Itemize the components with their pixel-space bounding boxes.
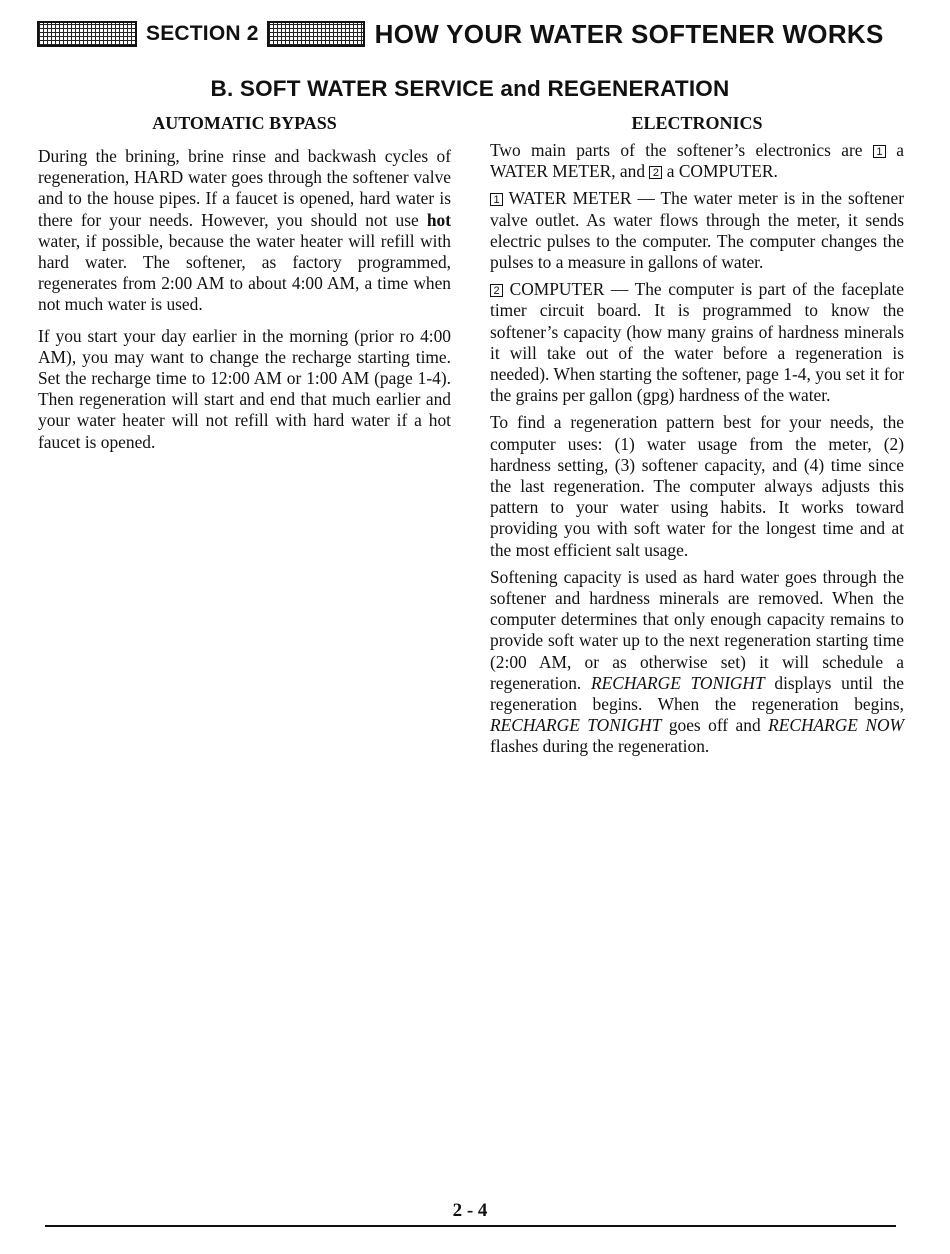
electronics-paragraph-1 [490,140,904,182]
hatched-bar-left [37,21,137,47]
italic-text: RECHARGE TONIGHT [590,672,765,693]
text-run: WATER METER — The water meter is in the softener valve outlet. As water flows through the meter, it sends electric pulses to the computer. The computer changes the pulses to a measure in gallons of water. [490,188,904,273]
page-number: 2 - 4 [452,1200,488,1221]
text-run: flashes during the regeneration. [490,736,710,757]
hatched-bar-right [267,21,365,47]
section-header [37,18,907,50]
automatic-bypass-heading: AUTOMATIC BYPASS [152,113,337,133]
electronics-heading: ELECTRONICS [631,113,763,133]
text-run: displays until the regeneration begins. When the regeneration begins, [490,672,904,715]
computer-paragraph [490,279,904,406]
bold-text: hot [426,209,451,230]
text-run: Two main parts of the softener’s electronics are [490,140,873,160]
section-subtitle: B. SOFT WATER SERVICE and REGENERATION [210,76,730,101]
regeneration-pattern-paragraph: To find a regeneration pattern best for your needs, the computer uses: (1) water usage from the meter, (2) hardness setting, (3) softener capacity, and (4) time since the last regeneration. The computer always adjusts this pattern to your water using habits. It works toward providing you with soft water for the longest time and at the most efficient salt usage. [490,412,904,560]
number-box-1: 1 [490,193,503,206]
text-run: COMPUTER — The computer is part of the faceplate timer circuit board. It is programmed to know the softener’s capacity (how many grains of hardness minerals it will take out of the water before a regeneration is needed). When starting the softener, page 1-4, you set it for the grains per gallon (gpg) hardness of the water. [490,279,904,406]
right-column [490,112,904,764]
number-box-2: 2 [649,166,662,179]
left-column [38,112,451,463]
page-title: HOW YOUR WATER SOFTENER WORKS [374,18,884,49]
footer-rule [45,1225,896,1227]
bypass-paragraph-1 [38,146,451,316]
text-run: a WATER METER, and [490,140,904,182]
number-box-2: 2 [490,284,503,297]
text-run: During the brining, brine rinse and backwash cycles of regeneration, HARD water goes through the softener valve and to the house pipes. If a faucet is opened, hard water is there for your needs. However, you should not use [38,146,451,230]
water-meter-paragraph [490,188,904,273]
softening-capacity-paragraph [490,567,904,758]
italic-text: RECHARGE NOW [768,715,905,736]
text-run: a COMPUTER. [662,161,778,182]
number-box-1: 1 [873,145,886,158]
italic-text: RECHARGE TONIGHT [490,715,662,736]
bypass-paragraph-2: If you start your day earlier in the morning (prior ro 4:00 AM), you may want to change the recharge starting time. Set the recharge time to 12:00 AM or 1:00 AM (page 1-4). Then regeneration will start and end that much earlier and your water heater will not refill with hard water if a hot faucet is opened. [38,325,451,452]
text-run: goes off and [661,715,769,736]
section-label: SECTION 2 [146,22,259,45]
text-run: water, if possible, because the water heater will refill with hard water. The softener, as factory programmed, regenerates from 2:00 AM to about 4:00 AM, a time when not much water is used. [38,230,451,315]
text-run: Softening capacity is used as hard water goes through the softener and hardness minerals are removed. When the computer determines that only enough capacity remains to provide soft water up to the next regeneration starting time (2:00 AM, or as otherwise set) it will schedule a regeneration. [490,566,904,693]
